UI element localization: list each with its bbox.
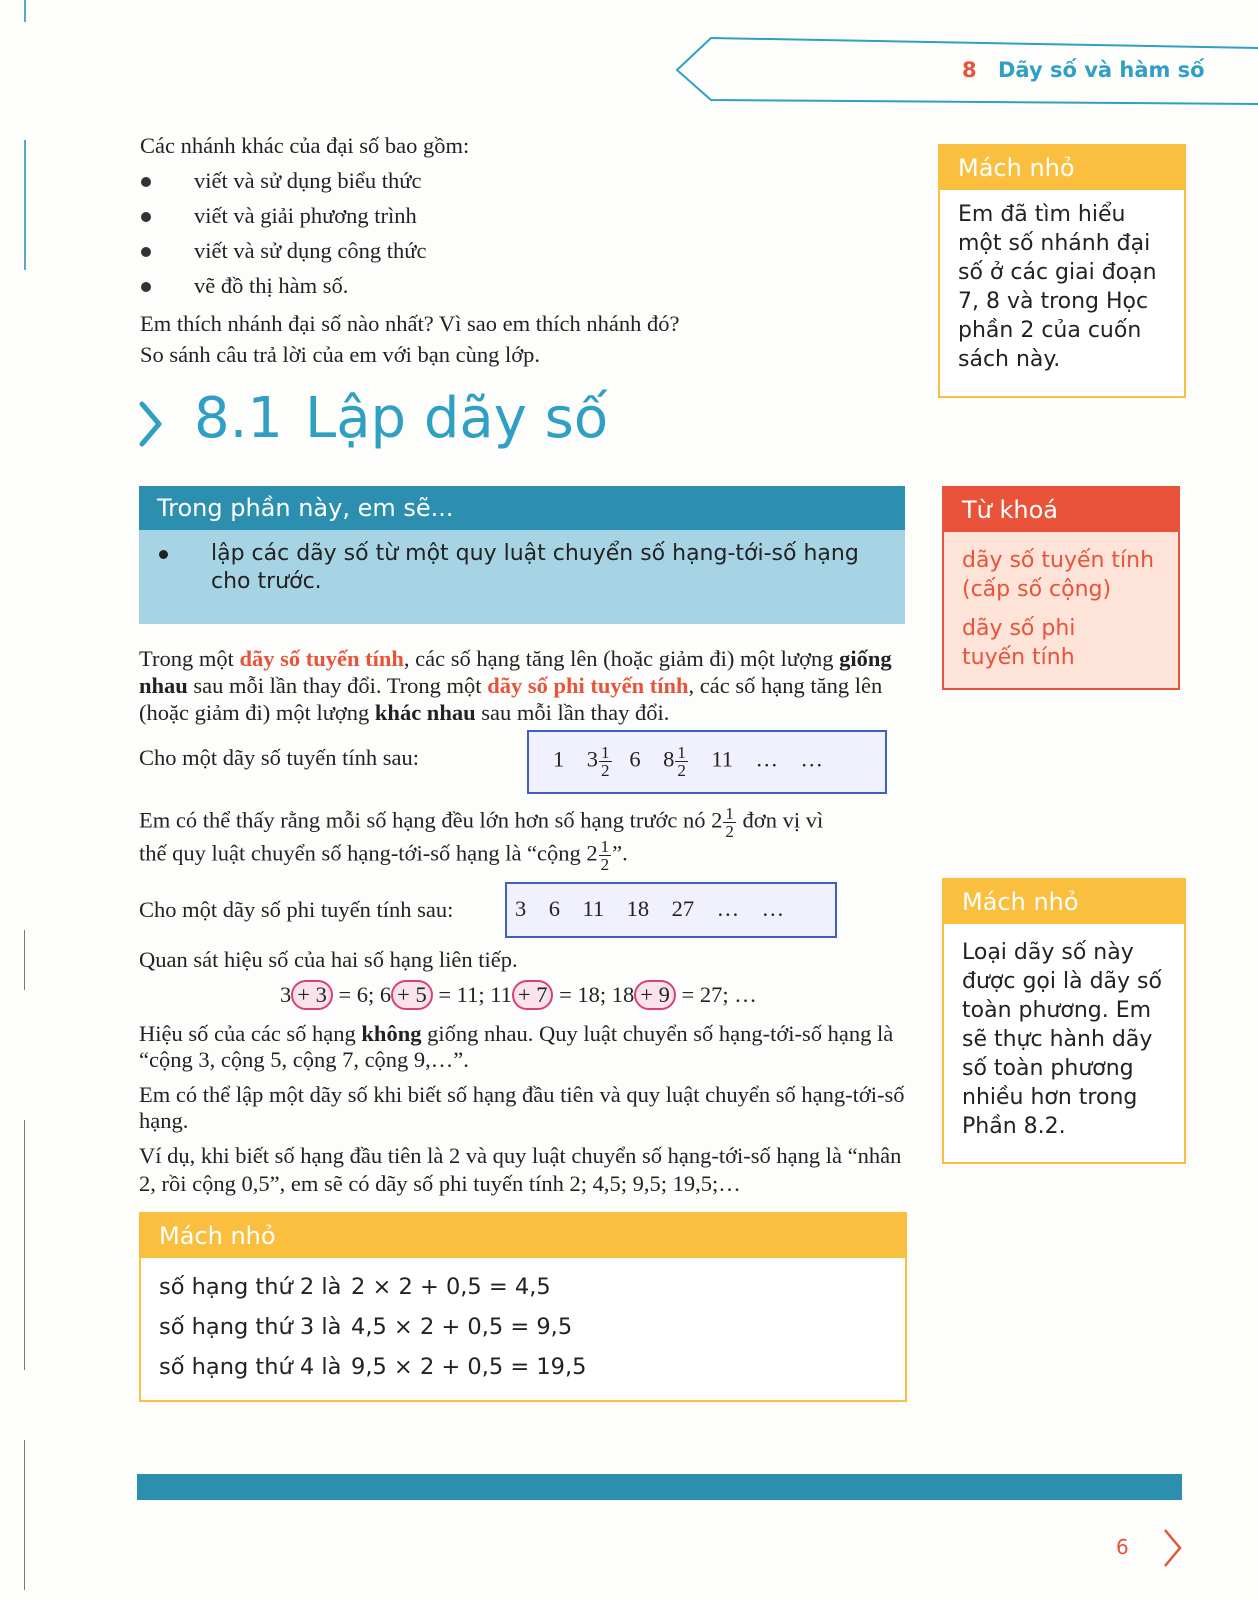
footer-bar (137, 1474, 1182, 1500)
row-equation: 2 × 2 + 0,5 = 4,5 (351, 1274, 551, 1300)
text-fragment: = 6; 6 (332, 982, 392, 1007)
objectives-heading: Trong phần này, em sẽ... (139, 486, 905, 530)
list-item-text: viết và sử dụng biểu thức (194, 168, 422, 193)
sequence-term: 6 (629, 746, 641, 772)
fraction (599, 838, 612, 873)
keyword-item: dãy số tuyến tính (cấp số cộng) (962, 548, 1155, 602)
fraction-numerator: 1 (725, 804, 734, 823)
sequence-term: 8 (663, 746, 675, 772)
highlighted-difference: + 5 (391, 980, 433, 1010)
chapter-number: 8 (962, 58, 977, 82)
fraction-numerator: 1 (677, 743, 686, 762)
sequence-term: 1 (553, 746, 565, 772)
sequence-ellipsis: … (755, 746, 779, 772)
observe-differences: Quan sát hiệu số của hai số hạng liên tiếp. (139, 947, 518, 972)
text-fragment: Hiệu số của các số hạng (139, 1021, 362, 1046)
margin-mark (24, 1440, 25, 1590)
list-item-text: viết và giải phương trình (194, 203, 417, 228)
calculation-row (159, 1274, 551, 1300)
highlighted-difference: + 7 (512, 980, 554, 1010)
section-title: Lập dãy số (305, 386, 609, 451)
keywords-heading: Từ khoá (944, 488, 1178, 532)
highlighted-difference: + 3 (291, 980, 333, 1010)
fraction-denominator: 2 (601, 761, 610, 780)
fraction-denominator: 2 (677, 761, 686, 780)
sequence-ellipsis: … (716, 896, 740, 921)
text-fragment: , các số hạng tăng lên (hoặc giảm đi) một lượng (403, 646, 840, 671)
sequence-ellipsis: … (761, 896, 785, 921)
bullet-icon (141, 247, 151, 257)
row-equation: 4,5 × 2 + 0,5 = 9,5 (351, 1314, 573, 1340)
intro-question: Em thích nhánh đại số nào nhất? Vì sao em thích nhánh đó? (140, 311, 680, 336)
fraction-numerator: 1 (601, 743, 610, 762)
margin-mark (24, 140, 26, 270)
row-label: số hạng thứ 3 là (159, 1314, 342, 1340)
fraction (675, 744, 688, 779)
nonlinear-sequence (515, 896, 784, 922)
row-label: số hạng thứ 2 là (159, 1274, 342, 1300)
objectives-box (139, 486, 905, 624)
fraction (723, 805, 736, 840)
term-linear-sequence: dãy số tuyến tính (239, 646, 404, 671)
calculation-row (159, 1314, 573, 1340)
emphasis-different: khác nhau (374, 700, 476, 725)
tip-heading: Mách nhỏ (940, 146, 1184, 190)
tip-box-sidebar-1 (938, 144, 1186, 398)
objectives-item: lập các dãy số từ một quy luật chuyển số hạng-tới-số hạng cho trước. (211, 541, 859, 594)
sequence-term: 18 (626, 896, 650, 921)
tip-body: Loại dãy số này được gọi là dãy số toàn phương. Em sẽ thực hành dãy số toàn phương nhiều hơn trong Phần 8.2. (962, 940, 1162, 1139)
linear-sequence (553, 744, 823, 779)
text-fragment: sau mỗi lần thay đổi. (475, 700, 670, 725)
sequence-term: 6 (548, 896, 560, 921)
chapter-header (0, 0, 1258, 110)
text-fragment: Em có thể thấy rằng mỗi số hạng đều lớn hơn số hạng trước nó 2 (139, 807, 723, 833)
sequence-term: 27 (671, 896, 695, 921)
emphasis-same: giống nhau (139, 646, 892, 698)
text-fragment: = 18; 18 (553, 982, 635, 1007)
sequence-term: 11 (711, 746, 734, 772)
text-fragment: Trong một (139, 646, 240, 671)
linear-explanation-line2 (139, 838, 628, 873)
fraction-denominator: 2 (600, 855, 610, 874)
chevron-right-icon (137, 392, 167, 452)
chevron-right-icon (1160, 1526, 1186, 1570)
text-fragment: , các số hạng tăng lên (hoặc giảm đi) một lượng (139, 673, 883, 725)
bullet-icon (141, 177, 151, 187)
nonlinear-example-label: Cho một dãy số phi tuyến tính sau: (139, 897, 454, 922)
sequence-term: 3 (586, 746, 598, 772)
bullet-icon (141, 212, 151, 222)
sequence-term: 3 (515, 896, 527, 921)
chapter-tab-outline (0, 0, 1258, 110)
highlighted-difference: + 9 (634, 980, 676, 1010)
linear-sequence-box (527, 730, 887, 794)
page-number: 6 (1116, 1535, 1129, 1559)
section-number: 8.1 (194, 386, 284, 451)
tip-heading: Mách nhỏ (944, 880, 1184, 924)
intro-lead: Các nhánh khác của đại số bao gồm: (140, 133, 470, 158)
tip-box-sidebar-2 (942, 878, 1186, 1164)
nonlinear-sequence-box (505, 882, 837, 938)
linear-explanation-line1 (139, 805, 823, 840)
row-label: số hạng thứ 4 là (159, 1354, 342, 1380)
text-fragment: = 11; 11 (432, 982, 512, 1007)
definition-paragraph (139, 645, 917, 726)
chapter-title: Dãy số và hàm số (998, 58, 1205, 82)
text-fragment: = 27; … (675, 982, 757, 1007)
bullet-icon (141, 282, 151, 292)
tip-heading: Mách nhỏ (141, 1214, 905, 1258)
keyword-item: dãy số phi tuyến tính (962, 616, 1076, 670)
text-fragment: sau mỗi lần thay đổi. Trong một (187, 673, 488, 698)
bullet-icon (159, 550, 168, 559)
list-item-text: viết và sử dụng công thức (194, 238, 427, 263)
tip-box-bottom (139, 1212, 907, 1402)
nonlinear-conclusion (139, 1021, 909, 1073)
sequence-term: 11 (582, 896, 605, 921)
text-fragment: giống nhau. Quy luật chuyển số hạng-tới-số hạng là “cộng 3, cộng 5, cộng 7, cộng 9,…”. (139, 1021, 894, 1072)
list-item-text: vẽ đồ thị hàm số. (194, 273, 349, 298)
text-fragment: ”. (612, 840, 628, 866)
calculation-row (159, 1354, 587, 1380)
term-nonlinear-sequence: dãy số phi tuyến tính (487, 673, 689, 698)
text-fragment: thế quy luật chuyển số hạng-tới-số hạng là “cộng 2 (139, 840, 598, 866)
worked-example: Ví dụ, khi biết số hạng đầu tiên là 2 và quy luật chuyển số hạng-tới-số hạng là “nhân 2, rồi cộng 0,5”, em sẽ có dãy số phi tuyến tính 2; 4,5; 9,5; 19,5;… (139, 1143, 902, 1196)
sequence-ellipsis: … (800, 746, 824, 772)
generate-sequence-note: Em có thể lập một dãy số khi biết số hạng đầu tiên và quy luật chuyển số hạng-tới-số hạng. (139, 1082, 905, 1133)
fraction-numerator: 1 (600, 837, 610, 856)
emphasis-not: không (361, 1021, 422, 1046)
intro-discuss: So sánh câu trả lời của em với bạn cùng lớp. (140, 342, 540, 367)
difference-equation (280, 980, 757, 1010)
margin-mark (24, 1120, 25, 1370)
tip-body: Em đã tìm hiểu một số nhánh đại số ở các giai đoạn 7, 8 và trong Học phần 2 của cuốn sách này. (958, 202, 1157, 372)
row-equation: 9,5 × 2 + 0,5 = 19,5 (351, 1354, 587, 1380)
linear-example-label: Cho một dãy số tuyến tính sau: (139, 745, 419, 770)
fraction (599, 744, 612, 779)
keywords-box (942, 486, 1180, 690)
margin-mark (24, 930, 25, 990)
text-fragment: 3 (280, 982, 292, 1007)
fraction-denominator: 2 (725, 822, 734, 841)
text-fragment: đơn vị vì (736, 807, 824, 833)
